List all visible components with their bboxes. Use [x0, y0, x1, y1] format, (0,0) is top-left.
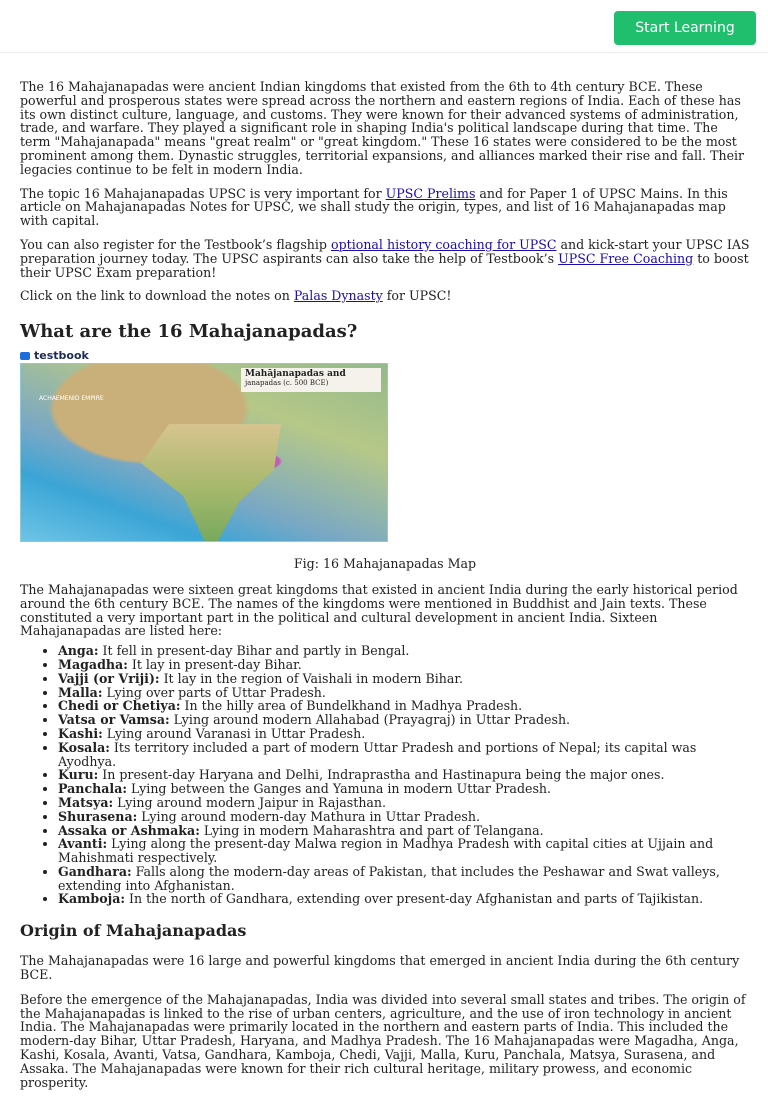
- intro-paragraph: The 16 Mahajanapadas were ancient Indian kingdoms that existed from the 6th to 4th century BCE. These powerful and prosperous states were spread across the northern and eastern regions of India. Each of these has its own distinct culture, language, and customs. They were known for their advanced systems of administration, trade, and warfare. They played a significant role in shaping India's political landscape during that time. The term "Mahajanapada" means "great realm" or "great kingdom." These 16 states were considered to be the most prominent among them. Dynastic struggles, territorial expansions, and alliances marked their rise and fall. Their legacies continue to be felt in modern India.: [20, 79, 745, 177]
- testbook-logo: testbook: [20, 349, 750, 363]
- intro-paragraph-3: You can also register for the Testbook’s flagship optional history coaching for UPSC and kick-start your UPSC IAS preparation journey today. The UPSC aspirants can also take the help of Testbook’s UPSC Free Coaching to boost their UPSC Exam preparation!: [20, 236, 750, 280]
- list-item: • Panchala: Lying between the Ganges and Yamuna in modern Uttar Pradesh.: [58, 782, 750, 796]
- section-heading-what-are: What are the 16 Mahajanapadas?: [20, 321, 358, 343]
- list-item: • Anga: It fell in present-day Bihar and partly in Bengal.: [58, 644, 750, 658]
- top-bar: [0, 0, 768, 53]
- map-label-achaemenid: ACHAEMENID EMPIRE: [39, 395, 104, 403]
- start-learning-button[interactable]: Start Learning: [614, 11, 756, 45]
- mahajanapadas-list: [20, 644, 750, 906]
- list-item: • Kosala: Its territory included a part of modern Uttar Pradesh and portions of Nepal; its capital was Ayodhya.: [58, 741, 750, 769]
- list-item: • Kamboja: In the north of Gandhara, extending over present-day Afghanistan and parts of Tajikistan.: [58, 892, 750, 906]
- list-item: • Avanti: Lying along the present-day Malwa region in Madhya Pradesh with capital cities at Ujjain and Mahishmati respectively.: [58, 837, 750, 865]
- list-item: • Malla: Lying over parts of Uttar Pradesh.: [58, 686, 750, 700]
- testbook-logo-icon: [20, 352, 30, 360]
- list-item: • Matsya: Lying around modern Jaipur in Rajasthan.: [58, 796, 750, 810]
- map-caption: Fig: 16 Mahajanapadas Map: [293, 556, 477, 572]
- origin-paragraph-1: The Mahajanapadas were 16 large and powerful kingdoms that emerged in ancient India during the 6th century BCE.: [20, 953, 740, 983]
- section1-paragraph: The Mahajanapadas were sixteen great kingdoms that existed in ancient India during the early historical period around the 6th century BCE. The names of the kingdoms were mentioned in Buddhist and Jain texts. These constituted a very important part in the political and cultural development in ancient India. Sixteen Mahajanapadas are listed here:: [20, 581, 738, 639]
- list-item: • Magadha: It lay in present-day Bihar.: [58, 658, 750, 672]
- upsc-free-coaching-link[interactable]: UPSC Free Coaching: [558, 250, 694, 266]
- list-item: • Gandhara: Falls along the modern-day areas of Pakistan, that includes the Peshawar and Swat valleys, extending into Afghanistan.: [58, 865, 750, 893]
- origin-paragraph-2: Before the emergence of the Mahajanapadas, India was divided into several small states and tribes. The origin of the Mahajanapadas is linked to the rise of urban centers, agriculture, and the use of iron technology in ancient India. The Mahajanapadas were primarily located in the northern and eastern parts of India. This included the modern-day Bihar, Uttar Pradesh, Haryana, and Madhya Pradesh. The 16 Mahajanapadas were Magadha, Anga, Kashi, Kosala, Avanti, Vatsa, Gandhara, Kamboja, Chedi, Vajji, Malla, Kuru, Panchala, Matsya, Surasena, and Assaka. The Mahajanapadas were known for their rich cultural heritage, military prowess, and economic prosperity.: [20, 991, 746, 1090]
- list-item: • Vajji (or Vriji): It lay in the region of Vaishali in modern Bihar.: [58, 672, 750, 686]
- list-item: • Kashi: Lying around Varanasi in Uttar Pradesh.: [58, 727, 750, 741]
- list-item: • Vatsa or Vamsa: Lying around modern Allahabad (Prayagraj) in Uttar Pradesh.: [58, 713, 750, 727]
- india-landmass: [141, 424, 281, 542]
- list-item: • Chedi or Chetiya: In the hilly area of Bundelkhand in Madhya Pradesh.: [58, 699, 750, 713]
- history-coaching-link[interactable]: optional history coaching for UPSC: [331, 236, 557, 252]
- intro-paragraph-4: Click on the link to download the notes on Palas Dynasty for UPSC!: [20, 288, 452, 304]
- list-item: • Shurasena: Lying around modern-day Mathura in Uttar Pradesh.: [58, 810, 750, 824]
- map-legend: Mahājanapadas and janapadas (c. 500 BCE): [241, 368, 381, 392]
- list-item: • Assaka or Ashmaka: Lying in modern Maharashtra and part of Telangana.: [58, 824, 750, 838]
- section-heading-origin: Origin of Mahajanapadas: [20, 921, 247, 941]
- article-body: [20, 80, 750, 1099]
- upsc-prelims-link[interactable]: UPSC Prelims: [385, 185, 476, 201]
- palas-dynasty-link[interactable]: Palas Dynasty: [293, 288, 383, 304]
- intro-paragraph-2: The topic 16 Mahajanapadas UPSC is very important for UPSC Prelims and for Paper 1 of UPSC Mains. In this article on Mahajanapadas Notes for UPSC, we shall study the origin, types, and list of 16 Mahajanapadas map with capital.: [20, 185, 728, 229]
- mahajanapadas-map-image: [20, 363, 388, 542]
- list-item: • Kuru: In present-day Haryana and Delhi, Indraprastha and Hastinapura being the major ones.: [58, 768, 750, 782]
